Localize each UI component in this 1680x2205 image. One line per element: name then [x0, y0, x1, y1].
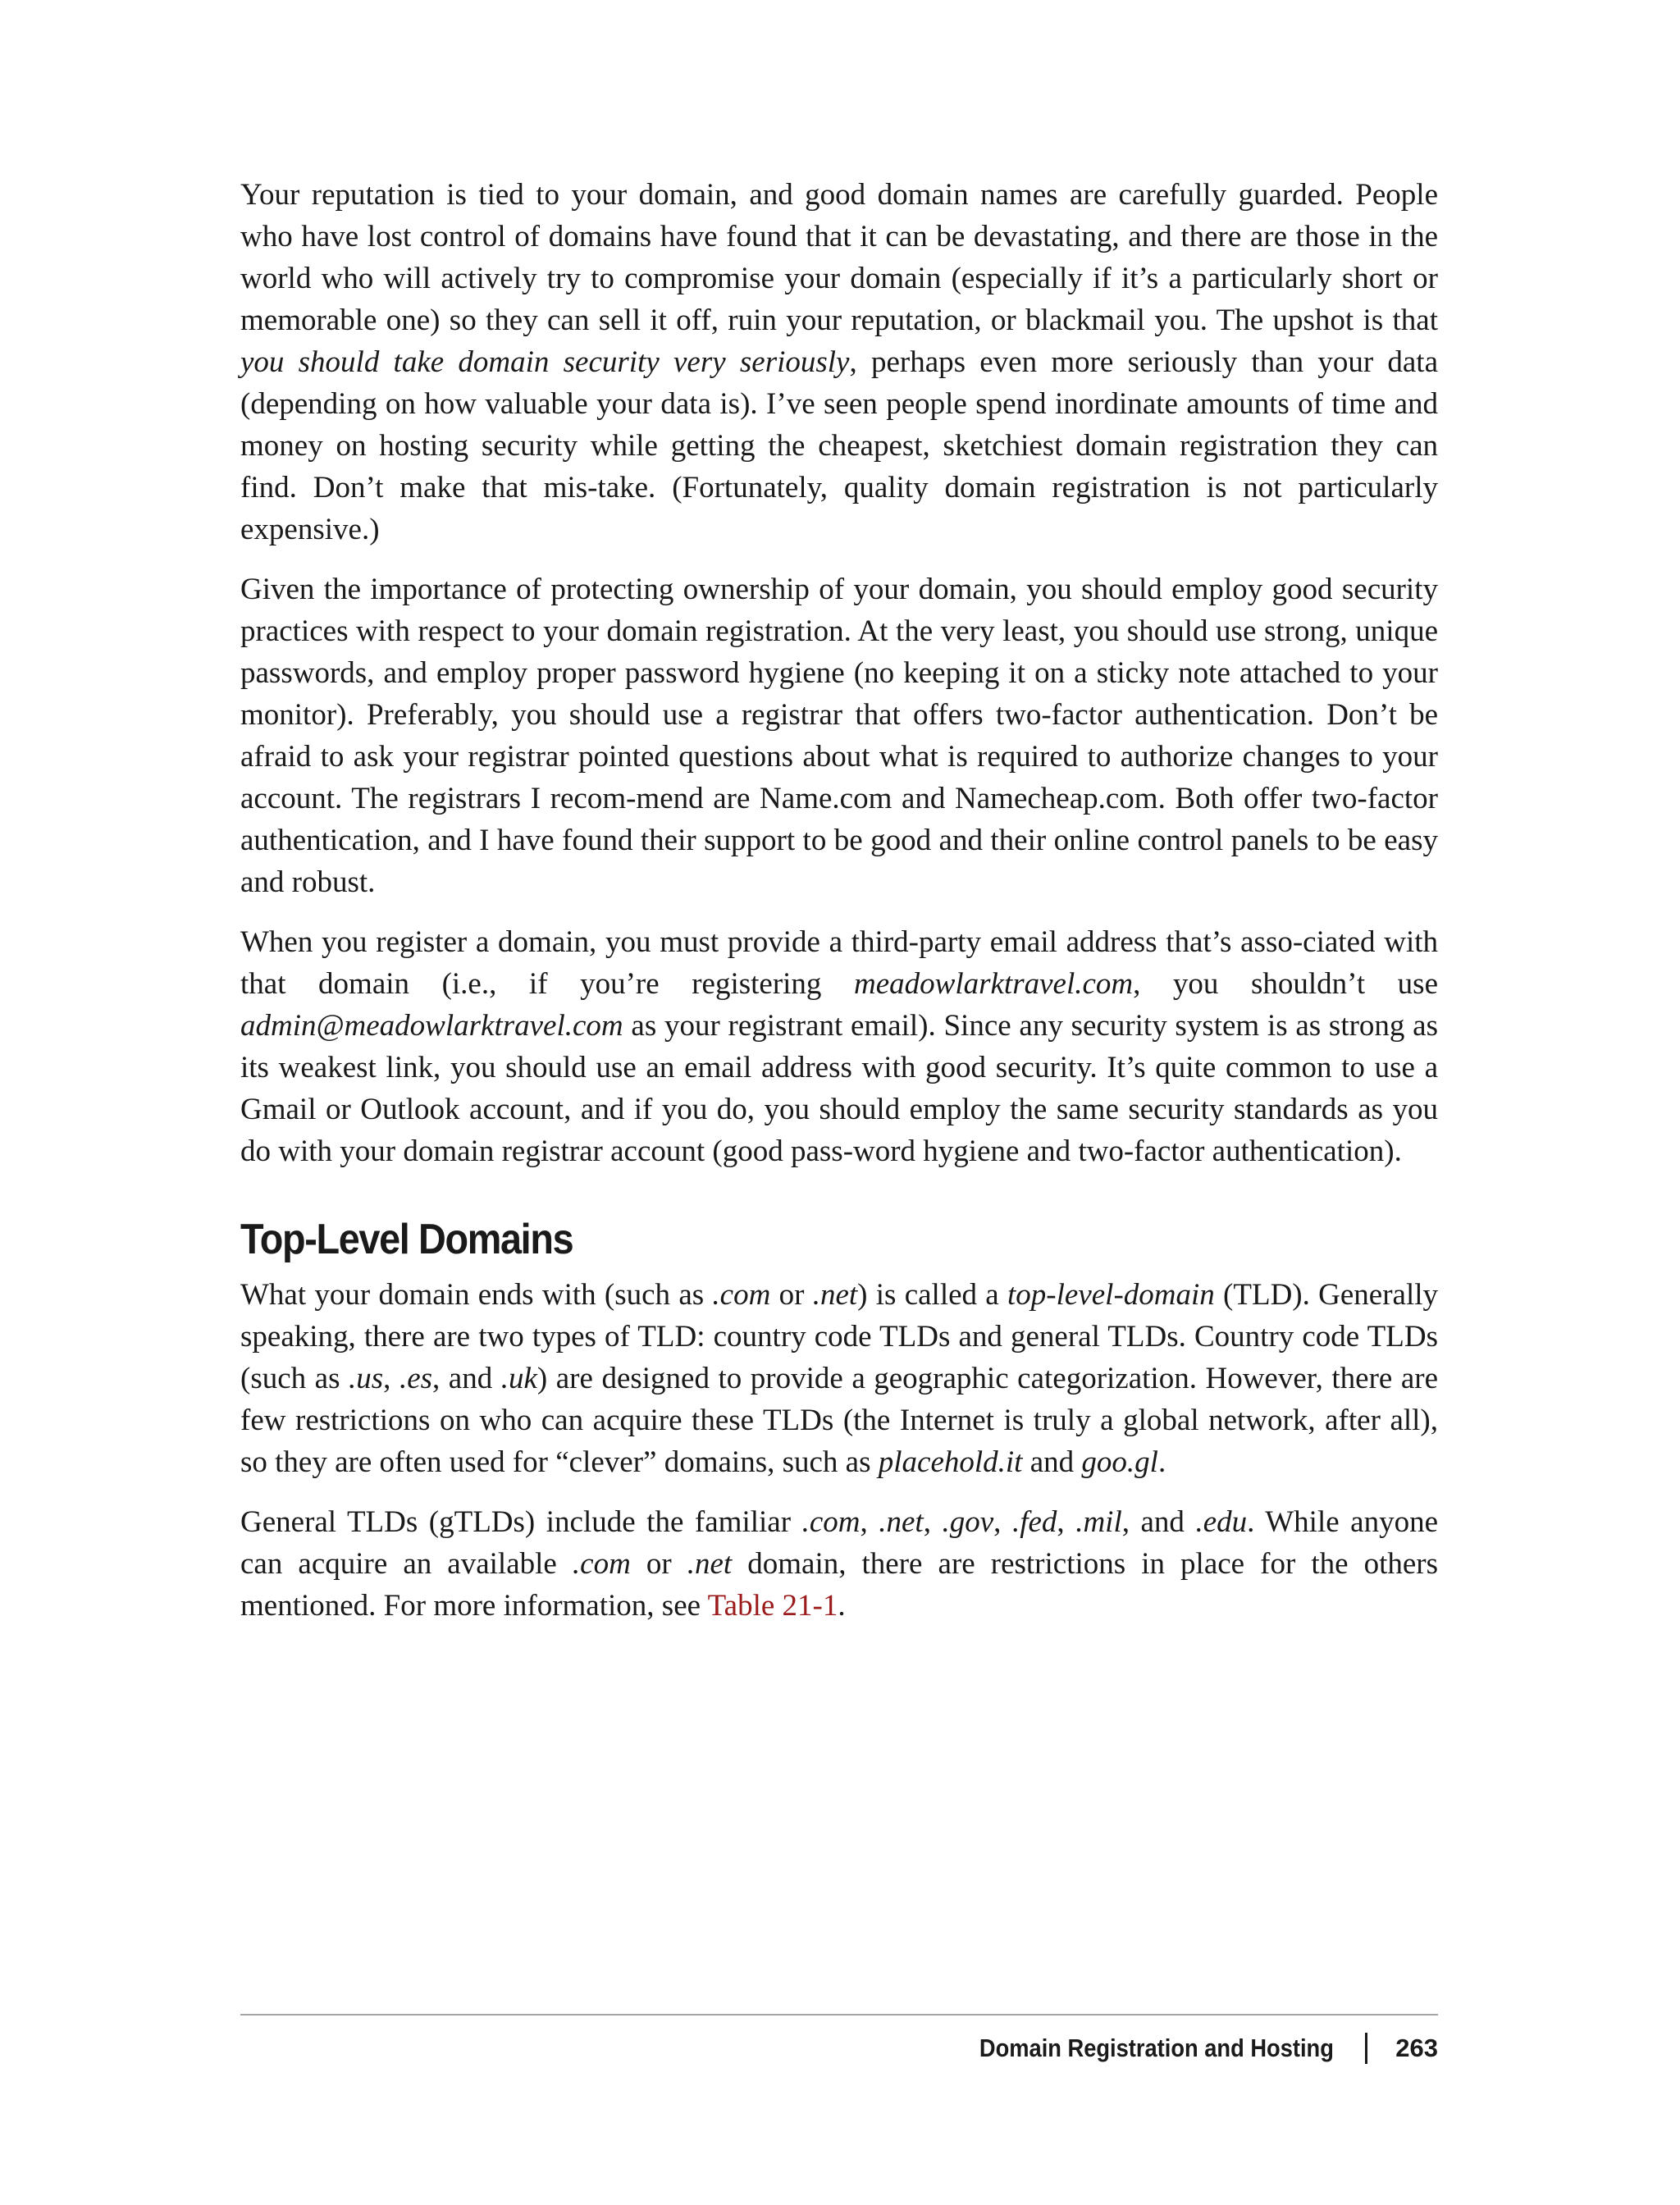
page-content — [240, 174, 1438, 1645]
section-heading: Top-Level Domains — [240, 1216, 573, 1263]
footer-separator — [1365, 2033, 1367, 2064]
footer-divider — [240, 2014, 1438, 2016]
email-example: admin@meadowlarktravel.com — [240, 1009, 623, 1043]
running-footer-title: Domain Registration and Hosting — [979, 2033, 1335, 2062]
paragraph-domain-reputation: Your reputation is tied to your domain, and good domain names are carefully guarded. People who have lost control of domains have found that it can be devastating, and there are those in the world who will actively try to compromise your domain (especially if it’s a particularly short or memorable one) so they can sell it off, ruin your reputation, or blackmail you. The upshot is that you should take domain security very seriously, perhaps even more seriously than your data (depending on how valuable your data is). I’ve seen people spend inordinate amounts of time and money on hosting security while getting the cheapest, sketchiest domain registration they can find. Don’t make that mis-take. (Fortunately, quality domain registration is not particularly expensive.) — [240, 178, 1438, 546]
paragraph-tld-types: What your domain ends with (such as .com or .net) is called a top-level-domain (TLD). Generally speaking, there are two types of TLD: country code TLDs and general TLDs. Country code TLDs (such as .us, .es, and .uk) are designed to provide a geographic categorization. However, there are few restrictions on who can acquire these TLDs (the Internet is truly a global network, after all), so they are often used for “clever” domains, such as placehold.it and goo.gl. — [240, 1278, 1438, 1479]
page-number: 263 — [1395, 2033, 1438, 2062]
term-top-level-domain: top-level-domain — [1007, 1278, 1215, 1312]
table-21-1-link[interactable]: Table 21-1 — [707, 1589, 838, 1623]
domain-example: meadowlarktravel.com — [854, 967, 1134, 1001]
emphasis-domain-security: you should take domain security very seriously — [240, 345, 850, 379]
page-footer — [240, 2026, 1438, 2067]
paragraph-gtlds: General TLDs (gTLDs) include the familiar .com, .net, .gov, .fed, .mil, and .edu. While anyone can acquire an available .com or .net domain, there are restrictions in place for the others mentioned. For more information, see Table 21-1. — [240, 1505, 1439, 1623]
paragraph-security-practices: Given the importance of protecting ownership of your domain, you should employ good security practices with respect to your domain registration. At the very least, you should use strong, unique passwords, and employ proper password hygiene (no keeping it on a sticky note attached to your monitor). Preferably, you should use a registrar that offers two-factor authentication. Don’t be afraid to ask your registrar pointed questions about what is required to authorize changes to your account. The registrars I recom-mend are Name.com and Namecheap.com. Both offer two-factor authentication, and I have found their support to be good and their online control panels to be easy and robust. — [240, 573, 1438, 899]
paragraph-registrant-email: When you register a domain, you must provide a third-party email address that’s asso-ciated with that domain (i.e., if you’re registering meadowlarktravel.com, you shouldn’t use admin@meadowlarktravel.com as your registrant email). Since any security system is as strong as its weakest link, you should use an email address with good security. It’s quite common to use a Gmail or Outlook account, and if you do, you should employ the same security standards as you do with your domain registrar account (good pass-word hygiene and two-factor authentication). — [240, 925, 1438, 1168]
